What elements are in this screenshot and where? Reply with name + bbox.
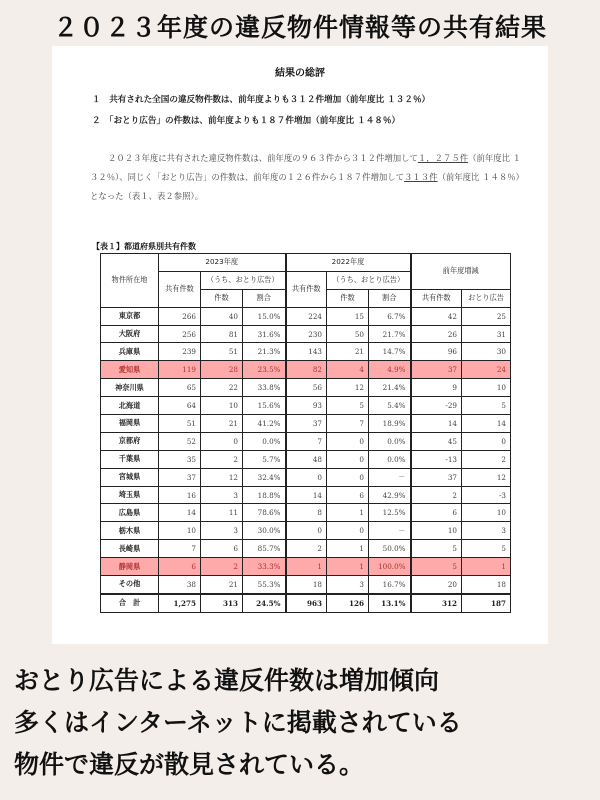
value-cell: 1 bbox=[327, 540, 369, 558]
value-cell: 239 bbox=[159, 343, 201, 361]
prefecture-cell: 広島県 bbox=[101, 504, 159, 522]
value-cell: 32.4% bbox=[243, 468, 286, 486]
value-cell: 93 bbox=[286, 397, 327, 415]
value-cell: 12 bbox=[201, 468, 243, 486]
value-cell: 7 bbox=[327, 415, 369, 433]
value-cell: 14.7% bbox=[369, 343, 411, 361]
header-count: 件数 bbox=[201, 289, 243, 307]
value-cell: 1,275 bbox=[159, 594, 201, 612]
value-cell: 30.0% bbox=[243, 522, 286, 540]
value-cell: 18 bbox=[462, 576, 511, 594]
value-cell: 31.6% bbox=[243, 325, 286, 343]
value-cell: 2 bbox=[286, 540, 327, 558]
value-cell: 23.5% bbox=[243, 361, 286, 379]
value-cell: 10 bbox=[201, 397, 243, 415]
value-cell: 10 bbox=[159, 522, 201, 540]
value-cell: 16.7% bbox=[369, 576, 411, 594]
value-cell: 37 bbox=[411, 361, 462, 379]
prefecture-cell: 静岡県 bbox=[101, 558, 159, 576]
value-cell: 50.0% bbox=[369, 540, 411, 558]
value-cell: 21 bbox=[327, 343, 369, 361]
table-row bbox=[101, 468, 511, 486]
value-cell: 1 bbox=[462, 558, 511, 576]
value-cell: 42 bbox=[411, 307, 462, 325]
value-cell: 10 bbox=[462, 379, 511, 397]
value-cell: 266 bbox=[159, 307, 201, 325]
prefecture-cell: 愛知県 bbox=[101, 361, 159, 379]
table-row bbox=[101, 325, 511, 343]
header-2022: 2022年度 bbox=[286, 254, 411, 272]
header-change-shared: 共有件数 bbox=[411, 289, 462, 307]
value-cell: 6 bbox=[411, 504, 462, 522]
value-cell: 3 bbox=[462, 522, 511, 540]
value-cell: 8 bbox=[286, 504, 327, 522]
value-cell: 3 bbox=[201, 486, 243, 504]
value-cell: 28 bbox=[201, 361, 243, 379]
value-cell: － bbox=[369, 522, 411, 540]
value-cell: -3 bbox=[462, 486, 511, 504]
value-cell: 65 bbox=[159, 379, 201, 397]
value-cell: 5 bbox=[462, 397, 511, 415]
para-underlined-otori: ３１３件 bbox=[404, 172, 438, 182]
value-cell: 6 bbox=[159, 558, 201, 576]
caption-line-2: 多くはインターネットに掲載されている bbox=[14, 708, 462, 737]
header-location: 物件所在地 bbox=[101, 254, 159, 308]
value-cell: 50 bbox=[327, 325, 369, 343]
value-cell: 230 bbox=[286, 325, 327, 343]
value-cell: 0 bbox=[201, 432, 243, 450]
value-cell: 37 bbox=[286, 415, 327, 433]
prefecture-cell: 神奈川県 bbox=[101, 379, 159, 397]
value-cell: 187 bbox=[462, 594, 511, 612]
para-text: （前年度比 １４８％）となった（表１、表２参照）。 bbox=[90, 172, 520, 201]
value-cell: 0 bbox=[327, 522, 369, 540]
table-row bbox=[101, 361, 511, 379]
document-excerpt bbox=[52, 46, 548, 644]
table-row bbox=[101, 307, 511, 325]
value-cell: 7 bbox=[286, 432, 327, 450]
value-cell: 51 bbox=[201, 343, 243, 361]
value-cell: 22 bbox=[201, 379, 243, 397]
value-cell: 0.0% bbox=[243, 432, 286, 450]
value-cell: 5.7% bbox=[243, 450, 286, 468]
value-cell: 33.8% bbox=[243, 379, 286, 397]
value-cell: 0 bbox=[327, 468, 369, 486]
prefecture-cell: 合 計 bbox=[101, 594, 159, 612]
value-cell: 31 bbox=[462, 325, 511, 343]
summary-point-2: ２ 「おとり広告」の件数は、前年度よりも１８７件増加（前年度比 １４８％） bbox=[92, 116, 401, 126]
value-cell: 85.7% bbox=[243, 540, 286, 558]
table-row bbox=[101, 432, 511, 450]
table-row bbox=[101, 379, 511, 397]
value-cell: 14 bbox=[159, 504, 201, 522]
value-cell: 40 bbox=[201, 307, 243, 325]
value-cell: 2 bbox=[201, 558, 243, 576]
value-cell: 15.6% bbox=[243, 397, 286, 415]
value-cell: 33.3% bbox=[243, 558, 286, 576]
value-cell: 52 bbox=[159, 432, 201, 450]
prefecture-cell: その他 bbox=[101, 576, 159, 594]
prefecture-cell: 京都府 bbox=[101, 432, 159, 450]
value-cell: 312 bbox=[411, 594, 462, 612]
summary-paragraph bbox=[90, 149, 522, 206]
caption-line-3: 物件で違反が散見されている。 bbox=[14, 750, 365, 779]
value-cell: 64 bbox=[159, 397, 201, 415]
value-cell: 24.5% bbox=[243, 594, 286, 612]
header-count: 件数 bbox=[327, 289, 369, 307]
value-cell: -13 bbox=[411, 450, 462, 468]
value-cell: 100.0% bbox=[369, 558, 411, 576]
value-cell: 82 bbox=[286, 361, 327, 379]
value-cell: － bbox=[369, 468, 411, 486]
value-cell: 2 bbox=[201, 450, 243, 468]
value-cell: 6.7% bbox=[369, 307, 411, 325]
value-cell: -29 bbox=[411, 397, 462, 415]
value-cell: 1 bbox=[327, 558, 369, 576]
header-otori-2022: （うち、おとり広告） bbox=[327, 271, 411, 289]
prefecture-cell: 北海道 bbox=[101, 397, 159, 415]
value-cell: 42.9% bbox=[369, 486, 411, 504]
value-cell: 0 bbox=[286, 522, 327, 540]
value-cell: 26 bbox=[411, 325, 462, 343]
value-cell: 7 bbox=[159, 540, 201, 558]
value-cell: 12.5% bbox=[369, 504, 411, 522]
value-cell: 256 bbox=[159, 325, 201, 343]
value-cell: 35 bbox=[159, 450, 201, 468]
table-row bbox=[101, 450, 511, 468]
value-cell: 21.4% bbox=[369, 379, 411, 397]
value-cell: 55.3% bbox=[243, 576, 286, 594]
value-cell: 14 bbox=[411, 415, 462, 433]
value-cell: 24 bbox=[462, 361, 511, 379]
value-cell: 0 bbox=[286, 468, 327, 486]
prefecture-cell: 大阪府 bbox=[101, 325, 159, 343]
prefecture-cell: 福岡県 bbox=[101, 415, 159, 433]
prefecture-cell: 長崎県 bbox=[101, 540, 159, 558]
header-change: 前年度増減 bbox=[411, 254, 511, 290]
value-cell: 30 bbox=[462, 343, 511, 361]
value-cell: 4 bbox=[327, 361, 369, 379]
value-cell: 37 bbox=[159, 468, 201, 486]
value-cell: 3 bbox=[201, 522, 243, 540]
value-cell: 5 bbox=[462, 540, 511, 558]
table-row bbox=[101, 558, 511, 576]
prefecture-cell: 栃木県 bbox=[101, 522, 159, 540]
header-ratio: 割合 bbox=[369, 289, 411, 307]
table-row bbox=[101, 486, 511, 504]
table-caption: 【表１】都道府県別共有件数 bbox=[92, 242, 196, 251]
table-row bbox=[101, 540, 511, 558]
caption-text bbox=[14, 660, 462, 786]
value-cell: 21.7% bbox=[369, 325, 411, 343]
value-cell: 41.2% bbox=[243, 415, 286, 433]
value-cell: 56 bbox=[286, 379, 327, 397]
prefecture-cell: 千葉県 bbox=[101, 450, 159, 468]
header-shared-2022: 共有件数 bbox=[286, 271, 327, 307]
value-cell: 1 bbox=[286, 558, 327, 576]
value-cell: 963 bbox=[286, 594, 327, 612]
prefecture-cell: 兵庫県 bbox=[101, 343, 159, 361]
para-text: ２０２３年度に共有された違反物件数は、前年度の９６３件から３１２件増加して bbox=[108, 153, 418, 163]
value-cell: 13.1% bbox=[369, 594, 411, 612]
value-cell: 18 bbox=[286, 576, 327, 594]
value-cell: 9 bbox=[411, 379, 462, 397]
table-row bbox=[101, 343, 511, 361]
summary-point-1: １ 共有された全国の違反物件数は、前年度よりも３１２件増加（前年度比 １３２％） bbox=[92, 95, 431, 105]
doc-heading: 結果の総評 bbox=[275, 68, 325, 79]
value-cell: 18.9% bbox=[369, 415, 411, 433]
value-cell: 20 bbox=[411, 576, 462, 594]
para-text: （前年度比 １３２％）、同じく「おとり広告」の件数は、前年度の１２６件から１８７件増加して bbox=[90, 153, 522, 182]
value-cell: 21.3% bbox=[243, 343, 286, 361]
table-row bbox=[101, 415, 511, 433]
table-row bbox=[101, 576, 511, 594]
value-cell: 15.0% bbox=[243, 307, 286, 325]
value-cell: 5 bbox=[327, 397, 369, 415]
value-cell: 0.0% bbox=[369, 450, 411, 468]
header-shared-2023: 共有件数 bbox=[159, 271, 201, 307]
table-row bbox=[101, 397, 511, 415]
para-underlined-total: １，２７５件 bbox=[417, 153, 469, 163]
value-cell: 25 bbox=[462, 307, 511, 325]
value-cell: 45 bbox=[411, 432, 462, 450]
value-cell: 224 bbox=[286, 307, 327, 325]
page-title: ２０２３年度の違反物件情報等の共有結果 bbox=[52, 13, 547, 42]
value-cell: 48 bbox=[286, 450, 327, 468]
value-cell: 12 bbox=[327, 379, 369, 397]
value-cell: 0 bbox=[327, 450, 369, 468]
value-cell: 6 bbox=[201, 540, 243, 558]
value-cell: 1 bbox=[327, 504, 369, 522]
prefecture-cell: 埼玉県 bbox=[101, 486, 159, 504]
value-cell: 143 bbox=[286, 343, 327, 361]
value-cell: 21 bbox=[201, 576, 243, 594]
caption-line-1: おとり広告による違反件数は増加傾向 bbox=[14, 666, 440, 695]
value-cell: 51 bbox=[159, 415, 201, 433]
prefecture-cell: 宮城県 bbox=[101, 468, 159, 486]
table-row bbox=[101, 504, 511, 522]
value-cell: 96 bbox=[411, 343, 462, 361]
value-cell: 0 bbox=[327, 432, 369, 450]
value-cell: 15 bbox=[327, 307, 369, 325]
value-cell: 78.6% bbox=[243, 504, 286, 522]
value-cell: 5 bbox=[411, 558, 462, 576]
value-cell: 14 bbox=[462, 415, 511, 433]
value-cell: 313 bbox=[201, 594, 243, 612]
value-cell: 38 bbox=[159, 576, 201, 594]
value-cell: 3 bbox=[327, 576, 369, 594]
value-cell: 5 bbox=[411, 540, 462, 558]
value-cell: 18.8% bbox=[243, 486, 286, 504]
table-row bbox=[101, 522, 511, 540]
value-cell: 12 bbox=[462, 468, 511, 486]
value-cell: 2 bbox=[411, 486, 462, 504]
value-cell: 119 bbox=[159, 361, 201, 379]
value-cell: 10 bbox=[462, 504, 511, 522]
value-cell: 16 bbox=[159, 486, 201, 504]
value-cell: 14 bbox=[286, 486, 327, 504]
value-cell: 0 bbox=[462, 432, 511, 450]
total-row bbox=[101, 594, 511, 612]
header-change-otori: おとり広告 bbox=[462, 289, 511, 307]
value-cell: 37 bbox=[411, 468, 462, 486]
value-cell: 2 bbox=[462, 450, 511, 468]
value-cell: 0.0% bbox=[369, 432, 411, 450]
value-cell: 21 bbox=[201, 415, 243, 433]
value-cell: 81 bbox=[201, 325, 243, 343]
value-cell: 11 bbox=[201, 504, 243, 522]
value-cell: 4.9% bbox=[369, 361, 411, 379]
value-cell: 6 bbox=[327, 486, 369, 504]
header-2023: 2023年度 bbox=[159, 254, 286, 272]
value-cell: 126 bbox=[327, 594, 369, 612]
prefecture-cell: 東京都 bbox=[101, 307, 159, 325]
value-cell: 10 bbox=[411, 522, 462, 540]
value-cell: 5.4% bbox=[369, 397, 411, 415]
prefecture-table bbox=[100, 253, 511, 613]
header-ratio: 割合 bbox=[243, 289, 286, 307]
header-otori-2023: （うち、おとり広告） bbox=[201, 271, 286, 289]
